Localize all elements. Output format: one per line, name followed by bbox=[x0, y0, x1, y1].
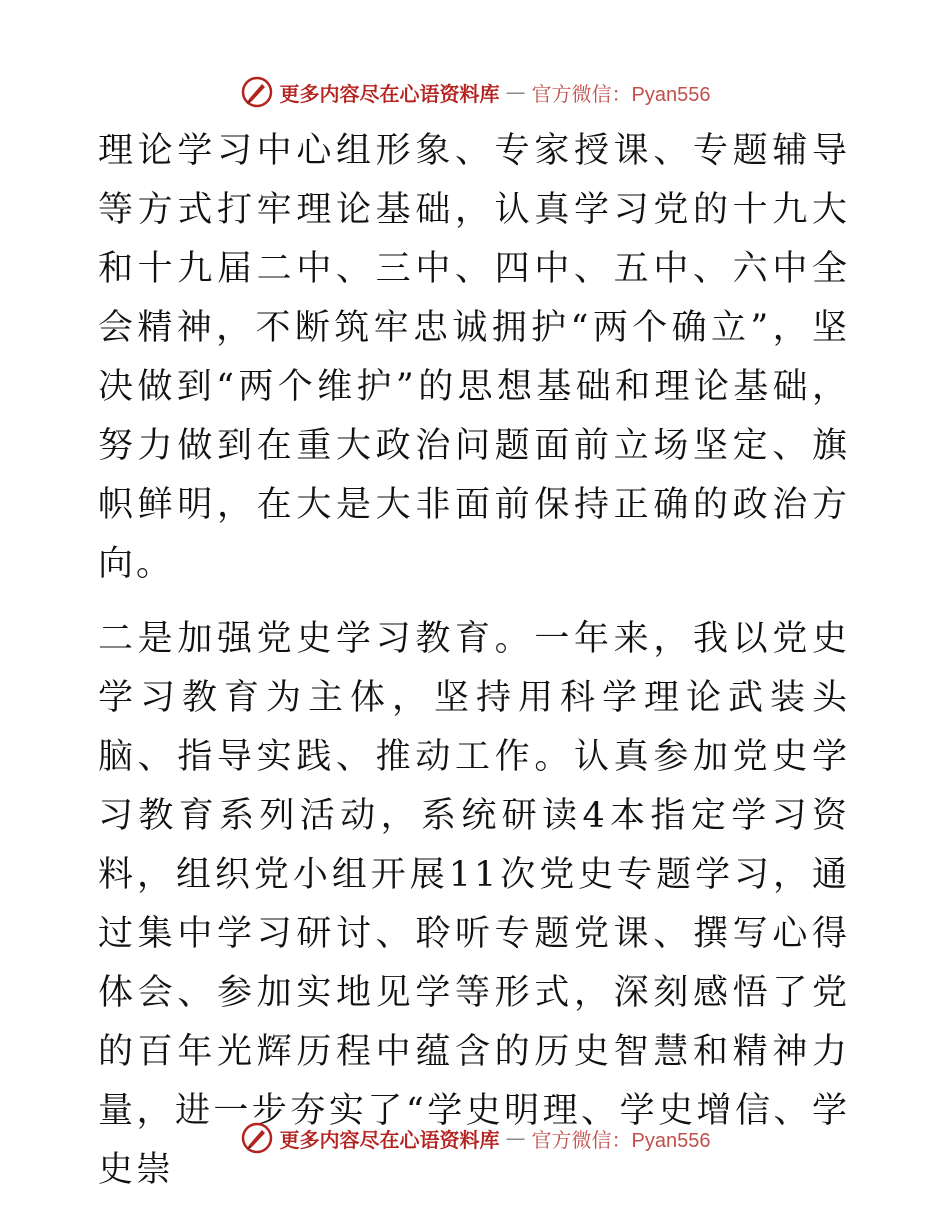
watermark-text: 更多内容尽在心语资料库 bbox=[279, 1127, 500, 1152]
watermark-contact: 官方微信：Pyan556 bbox=[531, 83, 711, 106]
watermark-contact: 官方微信：Pyan556 bbox=[531, 1129, 711, 1152]
watermark-dash: — bbox=[505, 80, 526, 104]
quill-logo-icon bbox=[240, 1121, 274, 1155]
watermark-dash: — bbox=[505, 1126, 526, 1150]
paragraph-1: 理论学习中心组形象、专家授课、专题辅导等方式打牢理论基础，认真学习党的十九大和十九届二中、三中、四中、五中、六中全会精神，不断筑牢忠诚拥护“两个确立”，坚决做到“两个维护”的思想基础和理论基础，努力做到在重大政治问题面前立场坚定、旗帜鲜明，在大是大非面前保持正确的政治方向。 bbox=[98, 131, 850, 584]
header-watermark bbox=[0, 72, 950, 112]
watermark-text: 更多内容尽在心语资料库 bbox=[279, 81, 500, 106]
footer-watermark bbox=[0, 1118, 950, 1158]
quill-logo-icon bbox=[240, 75, 274, 109]
document-body bbox=[98, 122, 850, 1200]
paragraph-2: 二是加强党史学习教育。一年来，我以党史学习教育为主体，坚持用科学理论武装头脑、指导实践、推动工作。认真参加党史学习教育系列活动，系统研读4本指定学习资料，组织党小组开展11次党史专题学习，通过集中学习研讨、聆听专题党课、撰写心得体会、参加实地见学等形式，深刻感悟了党的百年光辉历程中蕴含的历史智慧和精神力量，进一步夯实了“学史明理、学史增信、学史崇 bbox=[98, 619, 850, 1190]
